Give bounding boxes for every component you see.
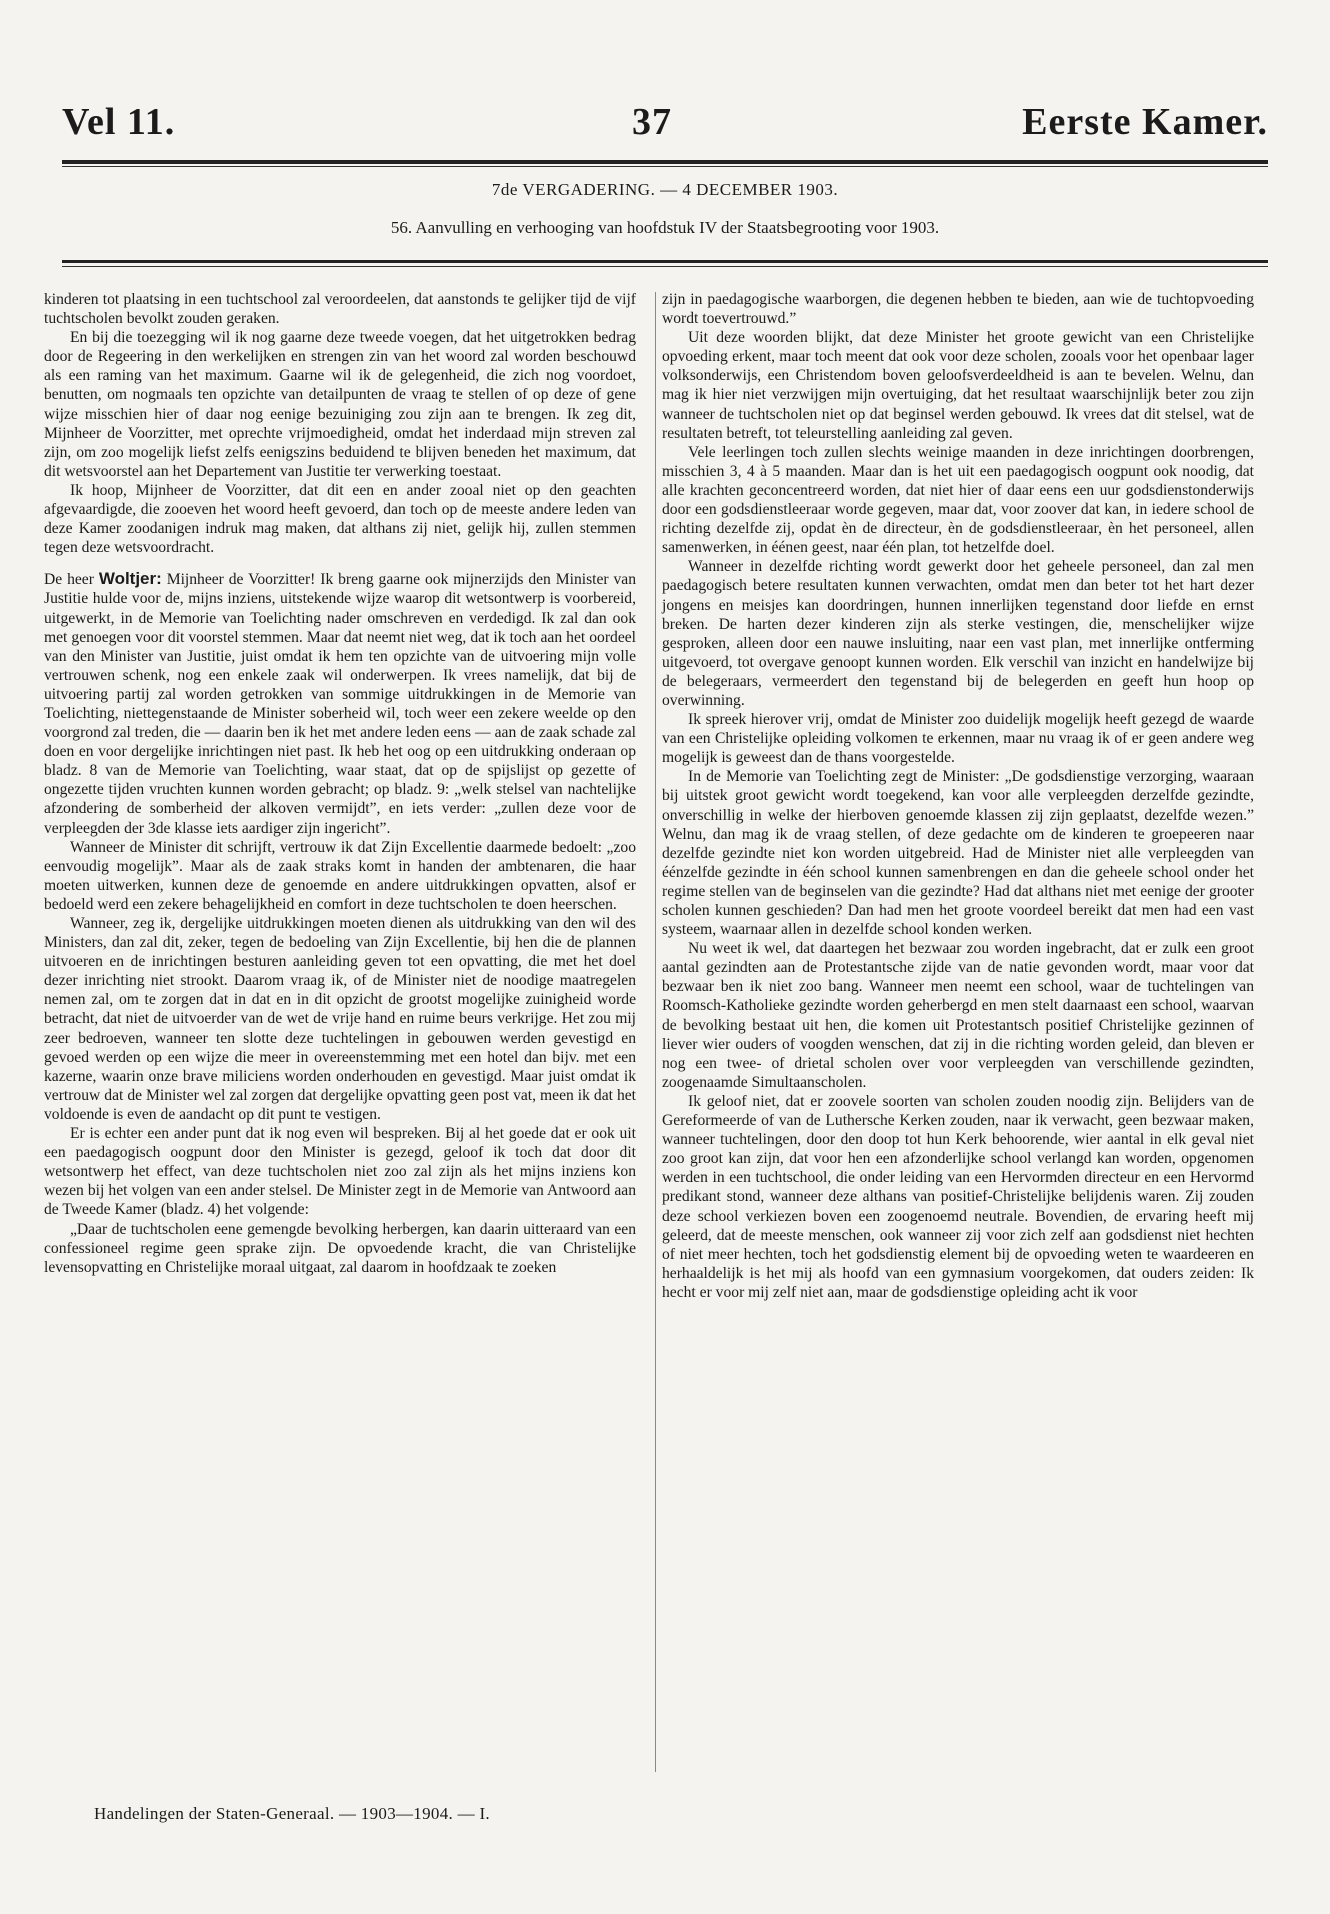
paragraph: En bij die toezegging wil ik nog gaarne deze tweede voegen, dat het uitgetrokken bedrag door de Regeering in den werkelijken en strengen zin van het woord zal worden beschouwd als een raming van het maximum. Gaarne wil ik de gelegenheid, die zich nog voordoet, benutten, om nogmaals ten opzichte van detailpunten de vraag te stellen of op deze of gene wijze misschien hier of daar nog eenige bezuiniging zou zijn aan te brengen. Ik zeg dit, Mijnheer de Voorzitter, met oprechte vrijmoedigheid, omdat het inderdaad mijn streven zal zijn, om zoo mogelijk liefst zelfs eenigszins beduidend te blijven beneden het maximum, dat dit wetsvoorstel aan het Departement van Justitie ter verwerking toestaat. bbox=[44, 329, 636, 480]
paragraph: Ik spreek hierover vrij, omdat de Minister zoo duidelijk mogelijk heeft gezegd de waarde van een Christelijke opleiding volkomen te erkennen, maar nu vraag ik of er geen andere weg mogelijk is geweest dan de thans voorgestelde. bbox=[662, 711, 1254, 767]
paragraph: Uit deze woorden blijkt, dat deze Minister het groote gewicht van een Christelijke opvoeding erkent, maar toch meent dat ook voor deze scholen, zooals voor het openbaar lager volksonderwijs, een Christendom boven geloofsverdeeldheid is aan te bevelen. Welnu, dan mag ik hier niet verzwijgen mijn overtuiging, dat het resultaat waarschijnlijk beter zou zijn wanneer de tuchtscholen niet op dat beginsel werden gebouwd. Ik vrees dat dit stelsel, wat de resultaten betreft, tot teleurstelling aanleiding zal geven. bbox=[662, 329, 1254, 442]
column-divider bbox=[655, 292, 656, 1772]
paragraph: kinderen tot plaatsing in een tuchtschool zal veroordeelen, dat aanstonds te gelijker tijd de vijf tuchtscholen bevolkt zouden geraken. bbox=[44, 291, 636, 328]
speaker-name: Woltjer: bbox=[98, 569, 162, 589]
quotation: „Daar de tuchtscholen eene gemengde bevolking herbergen, kan daarin uitteraard van een confessioneel regime geen sprake zijn. De opvoedende kracht, die van Christelijke levensopvatting en Christelijke moraal uitgaat, zal daarom in hoofdzaak te zoeken bbox=[44, 1220, 636, 1276]
paragraph: Er is echter een ander punt dat ik nog even wil bespreken. Bij al het goede dat er ook uit een paedagogisch oogpunt door den Minister is gezegd, geloof ik toch dat door dit wetsontwerp het effect, van deze tuchtscholen niet zoo zal zijn als het mijns inziens kon wezen bij het volgen van een ander stelsel. De Minister zegt in de Memorie van Antwoord aan de Tweede Kamer (bladz. 4) het volgende: bbox=[44, 1125, 636, 1219]
paragraph: Wanneer de Minister dit schrijft, vertrouw ik dat Zijn Excellentie daarmede bedoelt: „zoo eenvoudig mogelijk”. Maar als de zaak straks komt in handen der ambtenaren, die haar moeten uitwerken, kunnen deze de genoemde en andere uitdrukkingen opvatten, alsof er bedoeld werd een zekere behagelijkheid en comfort in deze tuchtscholen te doen heerschen. bbox=[44, 838, 636, 913]
page-header bbox=[62, 100, 1268, 156]
header-rule-thin bbox=[62, 166, 1268, 167]
volume-label: Vel 11. bbox=[62, 101, 176, 143]
meeting-title: 7de VERGADERING. — 4 DECEMBER 1903. bbox=[491, 180, 839, 199]
speaker-prefix: De heer bbox=[44, 571, 94, 589]
paragraph: Nu weet ik wel, dat daartegen het bezwaar zou worden ingebracht, dat er zulk een groot aantal gezindten aan de Protestantsche zijde van de natie gevonden wordt, maar voor dat bezwaar ben ik niet zoo bang. Wanneer men neemt een school, waar de tuchtelingen van Roomsch-Katholieke gezindte worden geherbergd en men stelt daarnaast een school, waarvan de bevolking bestaat uit hen, die komen uit Protestantsch positief Christelijke gezinnen of liever wier ouders of voogden wenschen, dat zij in die richting worden geleid, dan bleven er nog een twee- of drietal scholen over voor verpleegden van verschillende gezindten, zoogenaamde Simultaanscholen. bbox=[662, 940, 1254, 1091]
agenda-subject: 56. Aanvulling en verhooging van hoofdstuk IV der Staatsbegrooting voor 1903. bbox=[390, 218, 940, 237]
chamber-name: Eerste Kamer. bbox=[1022, 101, 1268, 143]
paragraph: Vele leerlingen toch zullen slechts weinige maanden in deze inrichtingen doorbrengen, misschien 3, 4 à 5 maanden. Maar dan is het uit een paedagogisch oogpunt ook noodig, dat alle krachten geconcentreerd worden, dat niet hier of daar eens een uur godsdienstonderwijs door een godsdienstleeraar worde gegeven, maar dat, voor zoover dat kan, in iedere school de richting dezelfde zij, opdat èn de directeur, èn de godsdienstleeraar, èn het personeel, allen samenwerken, in éénen geest, naar één plan, tot hetzelfde doel. bbox=[662, 443, 1254, 557]
right-column bbox=[662, 290, 1254, 1302]
paragraph: zijn in paedagogische waarborgen, die degenen hebben te bieden, aan wie de tuchtopvoeding wordt toevertrouwd.” bbox=[662, 291, 1254, 328]
paragraph: Wanneer in dezelfde richting wordt gewerkt door het geheele personeel, dan zal men paedagogisch betere resultaten kunnen verwachten, omdat men dan beter tot het hart dezer jongens en meisjes kan doordringen, hunnen innerlijken tegenstand door liefde en ernst breken. De harten dezer kinderen zijn als sterke vestingen, die, menschelijker wijze gesproken, alleen door een nauwe insluiting, naar een vast plan, met innerlijke ontferming uitgevoerd, tot overgave genoopt kunnen worden. Elk verschil van inzicht en handelwijze bij de belegeraars, vermeerdert den tegenstand bij de belegerden en geeft hun hoop op overwinning. bbox=[662, 558, 1254, 709]
page-number: 37 bbox=[632, 101, 672, 143]
paragraph: Ik geloof niet, dat er zoovele soorten van scholen zouden noodig zijn. Belijders van de Gereformeerde of van de Luthersche Kerken zouden, naar ik verwacht, geen bezwaar maken, wanneer tuchtelingen, door den doop tot hun Kerk behoorende, wier aantal in elk geval niet zoo groot kan zijn, dat voor hen een afzonderlijke school verlangd kan worden, opgenomen werden in een tuchtschool, die onder leiding van een Hervormden directeur en een Hervormd predikant stond, wanneer deze althans van positief-Christelijke belijdenis waren. Zij zouden deze school verkiezen boven een zoogenoemd neutrale. Bovendien, de ervaring heeft mij geleerd, dat de meeste menschen, ook wanneer zij voor zich zelf aan godsdienst niet hechten of niet meer hechten, toch het godsdienstig element bij de opvoeding weten te waardeeren en herhaaldelijk is het mij als hoofd van een gymnasium voorgekomen, dat ouders zeiden: Ik hecht er voor mij zelf niet aan, maar de godsdienstige opleiding acht ik voor bbox=[662, 1092, 1254, 1301]
speech-paragraph bbox=[44, 569, 636, 837]
speech-text: Mijnheer de Voorzitter! Ik breng gaarne ook mijnerzijds den Minister van Justitie hulde voor de, mijns inziens, uitstekende wijze waarop dit wetsontwerp is voorbereid, uitgewerkt, in de Memorie van Toelichting nader omschreven en verdedigd. Ik zal dan ook met genoegen voor dit voorstel stemmen. Maar dat neemt niet weg, dat ik toch aan het oordeel van den Minister van Justitie, juist omdat ik hem ten opzichte van de uitvoering mijn volle vertrouwen schenk, nog een enkele zaak wil onderwerpen. Ik vrees namelijk, dat bij de uitvoering partij zal worden getrokken van sommige uitdrukkingen in de Memorie van Toelichting, niettegenstaande de Minister soberheid wil, toch weer een zekere weelde op den voorgrond zal treden, die — daarin ben ik het met andere leden eens — aan de zaak schade zal doen en voor dergelijke inrichtingen niet past. Ik heb het oog op een uitdrukking onderaan op bladz. 8 van de Memorie van Toelichting, waar staat, dat op de spijslijst op gezette of ongezette tijden vruchten kunnen worden gebracht; op bladz. 9: „welk stelsel van nachtelijke afzondering de somberheid der alkoven vermijdt”, en iets verder: „zullen deze voor de verpleegden der 3de klasse iets aardiger zijn ingericht”. bbox=[44, 571, 636, 837]
left-column bbox=[44, 290, 636, 1277]
header-rule bbox=[62, 160, 1268, 164]
paragraph: In de Memorie van Toelichting zegt de Minister: „De godsdienstige verzorging, waaraan bij uitstek groot gewicht wordt toegekend, kan voor alle verpleegden derzelfde gezindte, onverschillig in welke der hierboven genoemde klassen zij zijn geplaatst, dezelfde wezen.” Welnu, dan mag ik de vraag stellen, of deze gedachte om de kinderen te groepeeren naar dezelfde gezindte niet kon worden uitgebreid. Had de Minister niet alle verpleegden van éénzelfde gezindte in één school kunnen samenbrengen en dan die geheele school onder het regime stellen van de beginselen van die gezindte? Had dat althans niet met eenige der grooter scholen kunnen geschieden? Dan had men het groote voordeel bereikt dat men had een vast systeem, waarnaar allen in dezelfde school konden werken. bbox=[662, 768, 1254, 939]
section-rule bbox=[62, 260, 1268, 263]
paragraph: Ik hoop, Mijnheer de Voorzitter, dat dit een en ander zooal niet op den geachten afgevaardigde, die zooeven het woord heeft gevoerd, dan toch op de meeste andere leden van deze Kamer zoodanigen indruk mag maken, dat althans zij niet, gelijk hij, zullen stemmen tegen deze wetsvoordracht. bbox=[44, 481, 636, 557]
page-footer: Handelingen der Staten-Generaal. — 1903—1904. — I. bbox=[94, 1804, 490, 1823]
paragraph: Wanneer, zeg ik, dergelijke uitdrukkingen moeten dienen als uitdrukking van den wil des Ministers, dan zal dit, zeker, tegen de bedoeling van Zijn Excellentie, bij hen die de plannen uitvoeren en de inrichtingen besturen aanleiding geven tot een opvatting, die met het doel dezer inrichting niet strookt. Daarom vraag ik, of de Minister niet de noodige maatregelen nemen zal, om te zorgen dat in dat en in dit opzicht de grootst mogelijke zuinigheid worde betracht, dat niet de uitvoerder van de wet de vrije hand en ruime beurs verkrijge. Het zou mij zeer bedroeven, wanneer ten slotte deze tuchtelingen in gebouwen werden gevestigd en gevoed werden op een wijze die meer in overeenstemming met een hotel dan bijv. met een kazerne, waarin onze brave miliciens worden onderhouden en gevestigd. Maar juist omdat ik vertrouw dat de Minister wel zal zorgen dat dergelijke opvatting geen post vat, meen ik dat het voldoende is even de aandacht op dit punt te vestigen. bbox=[44, 915, 636, 1123]
section-rule-thin bbox=[62, 266, 1268, 267]
